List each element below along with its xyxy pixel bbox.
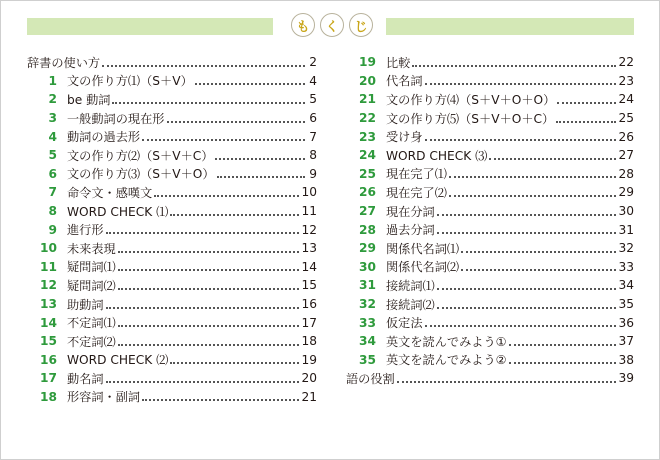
chapter-title: 動名詞 xyxy=(67,371,104,386)
chapter-title: 比較 xyxy=(386,55,411,70)
dot-leader xyxy=(461,250,616,253)
chapter-title: 英文を読んでみよう② xyxy=(386,353,507,368)
dot-leader xyxy=(437,287,617,290)
chapter-title: 現在完了⑴ xyxy=(386,167,447,182)
dot-leader xyxy=(118,250,300,253)
chapter-title: WORD CHECK ⑴ xyxy=(67,204,169,219)
chapter-number: 3 xyxy=(48,111,57,126)
chapter-title: WORD CHECK ⑶ xyxy=(386,148,488,163)
toc-entry[interactable] xyxy=(346,53,634,72)
dot-leader xyxy=(106,231,300,234)
chapter-title: 文の作り方⑶（S＋V＋O） xyxy=(67,167,215,182)
chapter-number: 1 xyxy=(48,73,57,88)
dot-leader xyxy=(167,120,306,123)
dot-leader xyxy=(397,380,617,383)
toc-entry[interactable] xyxy=(27,53,317,72)
dot-leader xyxy=(489,157,616,160)
dot-leader xyxy=(217,175,305,178)
toc-entry[interactable] xyxy=(346,72,634,91)
chapter-title: 文の作り方⑵（S＋V＋C） xyxy=(67,148,214,163)
dot-leader xyxy=(425,324,617,327)
page-number: 34 xyxy=(618,278,634,293)
toc-entry[interactable] xyxy=(27,183,317,202)
dot-leader xyxy=(154,194,299,197)
dot-leader xyxy=(112,101,305,104)
toc-left-column xyxy=(27,53,317,406)
page-number: 28 xyxy=(618,166,634,181)
toc-entry[interactable] xyxy=(346,313,634,332)
toc-entry[interactable] xyxy=(346,183,634,202)
toc-entry[interactable] xyxy=(27,295,317,314)
chapter-number: 23 xyxy=(359,129,376,144)
dot-leader xyxy=(118,343,300,346)
page-number: 15 xyxy=(301,278,317,293)
dot-leader xyxy=(449,175,617,178)
chapter-title: 文の作り方⑴（S＋V） xyxy=(67,74,193,89)
chapter-number: 10 xyxy=(40,241,57,256)
page-number: 24 xyxy=(618,92,634,107)
chapter-number: 22 xyxy=(359,111,376,126)
chapter-number: 27 xyxy=(359,204,376,219)
chapter-title: 過去分詞 xyxy=(386,223,435,238)
page-number: 25 xyxy=(618,111,634,126)
dot-leader xyxy=(556,120,616,123)
toc-entry[interactable] xyxy=(346,276,634,295)
dot-leader xyxy=(170,213,299,216)
dot-leader xyxy=(437,306,617,309)
page-number: 27 xyxy=(618,148,634,163)
chapter-number: 35 xyxy=(359,352,376,367)
chapter-title: 接続詞⑴ xyxy=(386,278,435,293)
chapter-number: 18 xyxy=(40,389,57,404)
title-char-2: く xyxy=(320,13,344,37)
chapter-number: 9 xyxy=(48,222,57,237)
chapter-title: 一般動詞の現在形 xyxy=(67,111,165,126)
toc-entry[interactable] xyxy=(346,165,634,184)
toc-entry[interactable] xyxy=(27,202,317,221)
chapter-title: 疑問詞⑴ xyxy=(67,260,116,275)
toc-right-column xyxy=(346,53,634,388)
chapter-title: be 動詞 xyxy=(67,92,111,107)
page-number: 12 xyxy=(301,222,317,237)
chapter-number: 13 xyxy=(40,297,57,312)
chapter-number: 32 xyxy=(359,297,376,312)
chapter-number: 12 xyxy=(40,278,57,293)
toc-entry[interactable] xyxy=(346,369,634,388)
page-number: 18 xyxy=(301,334,317,349)
chapter-number: 2 xyxy=(48,92,57,107)
chapter-title: 仮定法 xyxy=(386,316,423,331)
toc-entry[interactable] xyxy=(346,332,634,351)
chapter-number: 17 xyxy=(40,371,57,386)
page-number: 16 xyxy=(301,297,317,312)
chapter-number: 4 xyxy=(48,129,57,144)
chapter-number: 7 xyxy=(48,185,57,200)
page-number: 14 xyxy=(301,259,317,274)
toc-entry[interactable] xyxy=(27,258,317,277)
page-number: 7 xyxy=(309,129,317,144)
toc-entry[interactable] xyxy=(27,165,317,184)
dot-leader xyxy=(449,194,617,197)
dot-leader xyxy=(142,398,299,401)
page-number: 33 xyxy=(618,259,634,274)
chapter-number: 11 xyxy=(40,259,57,274)
chapter-number: 34 xyxy=(359,334,376,349)
toc-entry[interactable] xyxy=(346,146,634,165)
chapter-number: 16 xyxy=(40,352,57,367)
chapter-title: 関係代名詞⑴ xyxy=(386,241,460,256)
toc-entry[interactable] xyxy=(346,258,634,277)
dot-leader xyxy=(412,64,616,67)
toc-entry[interactable] xyxy=(27,351,317,370)
chapter-number: 20 xyxy=(359,73,376,88)
dot-leader xyxy=(215,157,305,160)
chapter-number: 28 xyxy=(359,222,376,237)
dot-leader xyxy=(118,287,300,290)
toc-entry[interactable] xyxy=(346,295,634,314)
chapter-title: 命令文・感嘆文 xyxy=(67,185,153,200)
page-number: 5 xyxy=(309,92,317,107)
dot-leader xyxy=(118,324,300,327)
chapter-title: 不定詞⑴ xyxy=(67,316,116,331)
chapter-title: 受け身 xyxy=(386,130,423,145)
header-band-left xyxy=(27,18,273,35)
toc-entry[interactable] xyxy=(27,388,317,407)
page-number: 11 xyxy=(301,204,317,219)
toc-entry[interactable] xyxy=(346,109,634,128)
page-number: 36 xyxy=(618,315,634,330)
toc-entry[interactable] xyxy=(27,369,317,388)
chapter-title: 助動詞 xyxy=(67,297,104,312)
toc-entry[interactable] xyxy=(27,146,317,165)
toc-entry[interactable] xyxy=(346,239,634,258)
chapter-title: 代名詞 xyxy=(386,74,423,89)
toc-entry[interactable] xyxy=(27,72,317,91)
dot-leader xyxy=(142,138,305,141)
chapter-number: 14 xyxy=(40,315,57,330)
toc-entry[interactable] xyxy=(346,90,634,109)
toc-entry[interactable] xyxy=(27,313,317,332)
dot-leader xyxy=(509,343,617,346)
chapter-number: 8 xyxy=(48,204,57,219)
page-number: 31 xyxy=(618,222,634,237)
page-number: 38 xyxy=(618,352,634,367)
chapter-title: 辞書の使い方 xyxy=(27,55,101,70)
chapter-number: 6 xyxy=(48,166,57,181)
chapter-title: 英文を読んでみよう① xyxy=(386,334,507,349)
chapter-title: 不定詞⑵ xyxy=(67,334,116,349)
page-number: 8 xyxy=(309,148,317,163)
page-title xyxy=(291,13,373,41)
title-char-3: じ xyxy=(349,13,373,37)
page-number: 22 xyxy=(618,55,634,70)
chapter-title: 疑問詞⑵ xyxy=(67,278,116,293)
dot-leader xyxy=(425,138,617,141)
page-number: 19 xyxy=(301,352,317,367)
page-number: 10 xyxy=(301,185,317,200)
dot-leader xyxy=(170,361,299,364)
chapter-number: 25 xyxy=(359,166,376,181)
chapter-number: 30 xyxy=(359,259,376,274)
page-number: 32 xyxy=(618,241,634,256)
chapter-number: 26 xyxy=(359,185,376,200)
chapter-title: 形容詞・副詞 xyxy=(67,390,141,405)
chapter-title: 未来表現 xyxy=(67,241,116,256)
chapter-number: 19 xyxy=(359,55,376,70)
dot-leader xyxy=(118,268,300,271)
dot-leader xyxy=(437,231,617,234)
page-number: 26 xyxy=(618,129,634,144)
dot-leader xyxy=(557,101,616,104)
chapter-number: 21 xyxy=(359,92,376,107)
chapter-title: 動詞の過去形 xyxy=(67,130,141,145)
chapter-title: 現在完了⑵ xyxy=(386,185,447,200)
page-number: 29 xyxy=(618,185,634,200)
page-number: 4 xyxy=(309,73,317,88)
page-number: 30 xyxy=(618,204,634,219)
page-number: 6 xyxy=(309,111,317,126)
chapter-title: 進行形 xyxy=(67,223,104,238)
chapter-title: 文の作り方⑷（S＋V＋O＋O） xyxy=(386,92,556,107)
toc-entry[interactable] xyxy=(27,220,317,239)
chapter-number: 5 xyxy=(48,148,57,163)
toc-entry[interactable] xyxy=(346,127,634,146)
toc-entry[interactable] xyxy=(27,127,317,146)
chapter-title: 接続詞⑵ xyxy=(386,297,435,312)
toc-entry[interactable] xyxy=(27,90,317,109)
page-number: 35 xyxy=(618,297,634,312)
title-char-1: も xyxy=(291,13,315,37)
dot-leader xyxy=(102,64,305,67)
dot-leader xyxy=(461,268,616,271)
chapter-number: 31 xyxy=(359,278,376,293)
header-band-right xyxy=(386,18,634,35)
page-number: 39 xyxy=(618,371,634,386)
toc-entry[interactable] xyxy=(346,202,634,221)
chapter-title: WORD CHECK ⑵ xyxy=(67,353,169,368)
dot-leader xyxy=(195,82,305,85)
chapter-title: 現在分詞 xyxy=(386,204,435,219)
toc-entry[interactable] xyxy=(27,239,317,258)
page-number: 9 xyxy=(309,166,317,181)
dot-leader xyxy=(437,213,617,216)
page-number: 20 xyxy=(301,371,317,386)
page-number: 17 xyxy=(301,315,317,330)
toc-entry[interactable] xyxy=(27,276,317,295)
chapter-number: 15 xyxy=(40,334,57,349)
toc-entry[interactable] xyxy=(346,351,634,370)
page-number: 2 xyxy=(309,55,317,70)
chapter-number: 33 xyxy=(359,315,376,330)
page-number: 23 xyxy=(618,73,634,88)
page-number: 13 xyxy=(301,241,317,256)
dot-leader xyxy=(106,380,300,383)
dot-leader xyxy=(425,82,617,85)
page-number: 21 xyxy=(301,389,317,404)
toc-entry[interactable] xyxy=(27,109,317,128)
dot-leader xyxy=(106,306,300,309)
dot-leader xyxy=(509,361,617,364)
toc-entry[interactable] xyxy=(27,332,317,351)
toc-entry[interactable] xyxy=(346,220,634,239)
chapter-number: 29 xyxy=(359,241,376,256)
chapter-title: 関係代名詞⑵ xyxy=(386,260,460,275)
chapter-number: 24 xyxy=(359,148,376,163)
chapter-title: 文の作り方⑸（S＋V＋O＋C） xyxy=(386,111,555,126)
page-number: 37 xyxy=(618,334,634,349)
chapter-title: 語の役割 xyxy=(346,371,395,386)
